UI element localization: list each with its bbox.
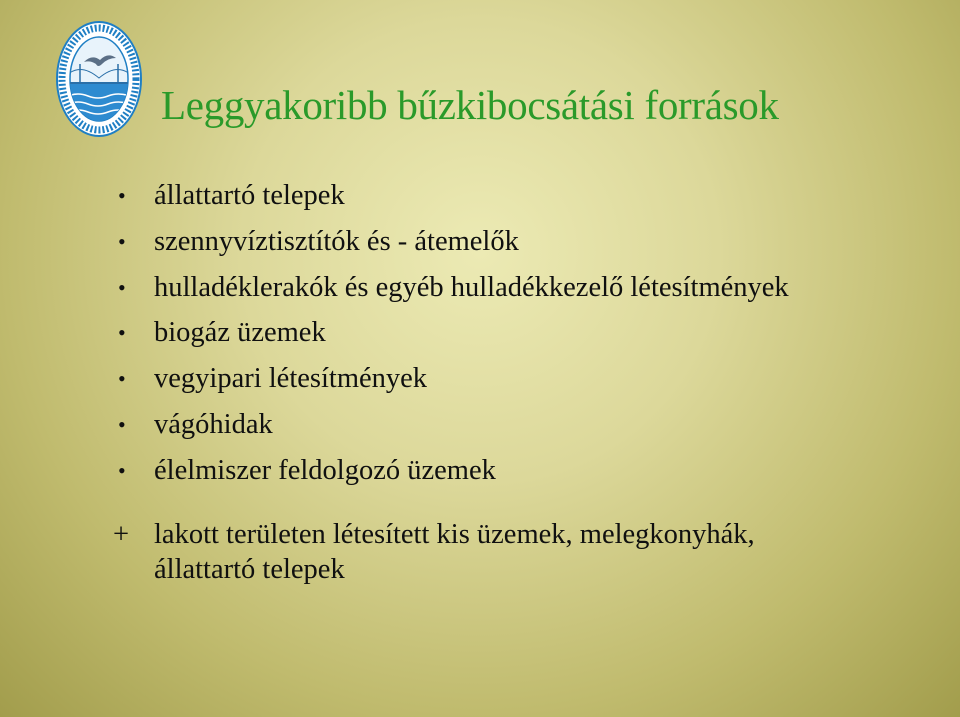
list-item-text: hulladéklerakók és egyéb hulladékkezelő létesítmények xyxy=(154,271,789,303)
list-item-text: élelmiszer feldolgozó üzemek xyxy=(154,454,496,486)
additional-sources-text-2: állattartó telepek xyxy=(154,554,345,585)
list-item xyxy=(118,407,789,453)
list-item xyxy=(118,361,789,407)
list-item-text: vegyipari létesítmények xyxy=(154,363,428,395)
list-item xyxy=(118,453,789,499)
bullet-list xyxy=(118,178,789,499)
list-item xyxy=(118,178,789,224)
list-item xyxy=(118,224,789,270)
bullet-icon: • xyxy=(118,366,126,392)
list-item-text: állattartó telepek xyxy=(154,180,345,211)
list-item xyxy=(118,315,789,361)
bullet-icon: • xyxy=(118,411,126,437)
list-item-text: biogáz üzemek xyxy=(154,317,326,349)
list-item-text: szennyvíztisztítók és - átemelők xyxy=(154,225,519,257)
additional-sources-text-1: lakott területen létesített kis üzemek, melegkonyhák, xyxy=(154,519,755,550)
list-item-text: vágóhidak xyxy=(154,408,273,440)
emblem-logo xyxy=(56,20,142,138)
bullet-icon: • xyxy=(118,274,126,300)
additional-sources xyxy=(113,517,755,587)
slide-title: Leggyakoribb bűzkibocsátási források xyxy=(161,82,779,128)
list-item xyxy=(118,270,789,316)
bullet-icon: • xyxy=(118,228,126,254)
bullet-icon: • xyxy=(118,457,126,483)
additional-sources-line-1 xyxy=(113,517,755,552)
bullet-icon: • xyxy=(118,183,126,208)
plus-icon: + xyxy=(113,519,130,550)
bullet-icon: • xyxy=(118,320,126,346)
